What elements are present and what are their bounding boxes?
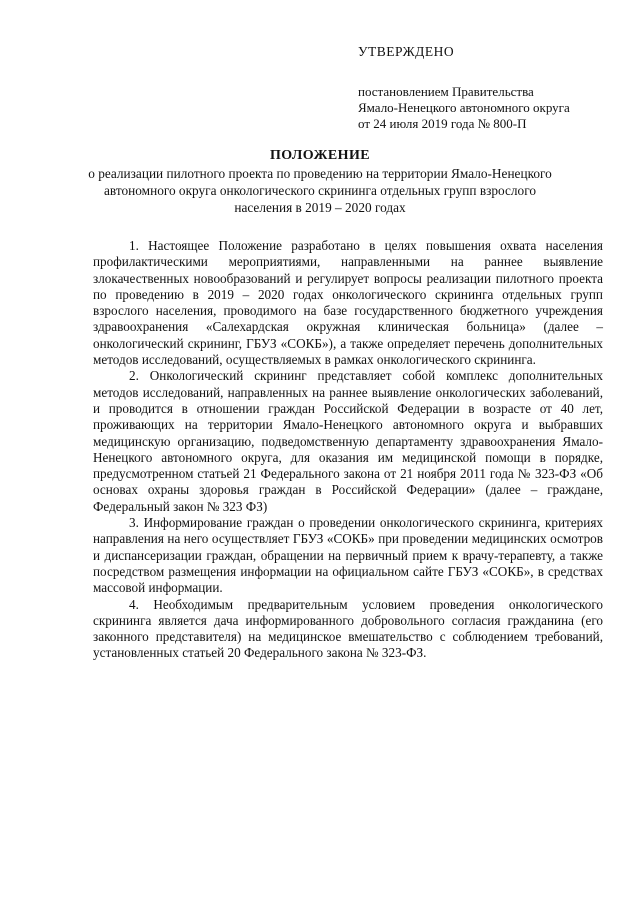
approved-label: УТВЕРЖДЕНО <box>358 44 455 59</box>
paragraph-3: 3. Информирование граждан о проведении онкологического скрининга, критериях направления на него осуществляет ГБУЗ «СОКБ» при проведении медицинских осмотров и диспансеризации граждан, обращении на первичный прием к врачу-терапевту, а также посредством размещения информации на официальном сайте ГБУЗ «СОКБ», в средствах массовой информации. <box>93 515 603 596</box>
approval-block <box>358 44 608 132</box>
approval-line-3: от 24 июля 2019 года № 800-П <box>358 116 527 131</box>
approval-line-1: постановлением Правительства <box>358 84 534 99</box>
paragraph-2: 2. Онкологический скрининг представляет собой комплекс дополнительных методов исследований, направленных на раннее выявление онкологических заболеваний, и проводится в отношении граждан Российской Федерации в возрасте от 40 лет, проживающих на территории Ямало-Ненецкого автономного округа и выбравших медицинскую организацию, подведомственную департаменту здравоохранения Ямало-Ненецкого автономного округа, для оказания им медицинской помощи в порядке, предусмотренном статьей 21 Федерального закона от 21 ноября 2011 года № 323-ФЗ «Об основах охраны здоровья граждан в Российской Федерации» (далее – граждане, Федеральный закон № 323 ФЗ) <box>93 368 603 514</box>
approval-line-2: Ямало-Ненецкого автономного округа <box>358 100 570 115</box>
document-title: ПОЛОЖЕНИЕ <box>270 148 370 163</box>
document-body <box>93 238 603 662</box>
document-heading <box>80 148 560 216</box>
document-subtitle: о реализации пилотного проекта по проведению на территории Ямало-Ненецкого автономного округа онкологического скрининга отдельных групп взрослого населения в 2019 – 2020 годах <box>88 166 552 215</box>
paragraph-4: 4. Необходимым предварительным условием проведения онкологического скрининга является дача информированного добровольного согласия гражданина (его законного представителя) на медицинское вмешательство с соблюдением требований, установленных статьей 20 Федерального закона № 323-ФЗ. <box>93 596 603 661</box>
paragraph-1: 1. Настоящее Положение разработано в целях повышения охвата населения профилактическими мероприятиями, направленными на раннее выявление злокачественных новообразований и регулирует вопросы реализации пилотного проекта по проведению в 2019 – 2020 годах онкологического скрининга отдельных групп взрослого населения, проводимого на базе государственного бюджетного учреждения здравоохранения «Салехардская окружная клиническая больница» (далее – онкологический скрининг, ГБУЗ «СОКБ»), а также определяет перечень дополнительных методов исследований, осуществляемых в рамках онкологического скрининга. <box>93 238 603 368</box>
